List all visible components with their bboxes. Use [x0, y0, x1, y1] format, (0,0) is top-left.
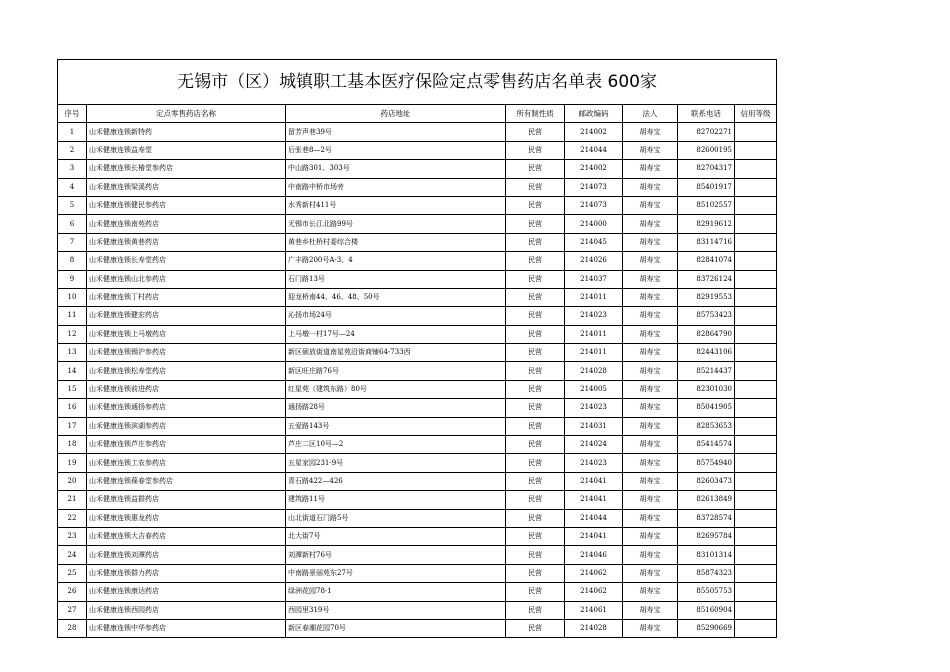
legal-person-cell: 胡寿宝 [623, 601, 678, 619]
table-row [58, 417, 777, 435]
postcode-cell: 214026 [565, 252, 623, 270]
credit-level-cell [735, 178, 777, 196]
pharmacy-address-cell: 西园里319号 [286, 601, 506, 619]
phone-number-cell: 85753423 [678, 307, 735, 325]
ownership-cell: 民营 [506, 178, 565, 196]
ownership-cell: 民营 [506, 233, 565, 251]
row-index-cell: 9 [58, 270, 87, 288]
credit-level-cell [735, 362, 777, 380]
phone-number-cell: 85874323 [678, 564, 735, 582]
row-index-cell: 4 [58, 178, 87, 196]
phone-number-cell: 82695784 [678, 527, 735, 545]
header-ownership: 所有制性质 [506, 105, 565, 123]
legal-person-cell: 胡寿宝 [623, 196, 678, 214]
legal-person-cell: 胡寿宝 [623, 288, 678, 306]
phone-number-cell: 85505753 [678, 583, 735, 601]
credit-level-cell [735, 307, 777, 325]
table-row [58, 509, 777, 527]
pharmacy-name-cell: 山禾健康连锁刘潭药店 [87, 546, 286, 564]
legal-person-cell: 胡寿宝 [623, 527, 678, 545]
postcode-cell: 214037 [565, 270, 623, 288]
pharmacy-address-cell: 后张巷8—2号 [286, 141, 506, 159]
credit-level-cell [735, 270, 777, 288]
table-row [58, 233, 777, 251]
pharmacy-address-cell: 无锡市长江北路99号 [286, 215, 506, 233]
credit-level-cell [735, 583, 777, 601]
postcode-cell: 214031 [565, 417, 623, 435]
legal-person-cell: 胡寿宝 [623, 160, 678, 178]
legal-person-cell: 胡寿宝 [623, 472, 678, 490]
ownership-cell: 民营 [506, 141, 565, 159]
ownership-cell: 民营 [506, 380, 565, 398]
legal-person-cell: 胡寿宝 [623, 270, 678, 288]
table-row [58, 160, 777, 178]
header-index: 序号 [58, 105, 87, 123]
credit-level-cell [735, 527, 777, 545]
pharmacy-address-cell: 刘潭新村76号 [286, 546, 506, 564]
postcode-cell: 214044 [565, 141, 623, 159]
row-index-cell: 10 [58, 288, 87, 306]
spreadsheet [57, 59, 776, 638]
credit-level-cell [735, 196, 777, 214]
credit-level-cell [735, 399, 777, 417]
pharmacy-name-cell: 山禾健康连锁葆春堂参药店 [87, 472, 286, 490]
postcode-cell: 214041 [565, 527, 623, 545]
credit-level-cell [735, 160, 777, 178]
table-row [58, 527, 777, 545]
pharmacy-address-cell: 中南路景丽苑东27号 [286, 564, 506, 582]
ownership-cell: 民营 [506, 123, 565, 141]
pharmacy-address-cell: 中南路中桥市场旁 [286, 178, 506, 196]
phone-number-cell: 85754940 [678, 454, 735, 472]
pharmacy-address-cell: 留芳声巷39号 [286, 123, 506, 141]
pharmacy-name-cell: 山禾健康连锁康达药店 [87, 583, 286, 601]
phone-number-cell: 82443106 [678, 344, 735, 362]
pharmacy-name-cell: 山禾健康连锁益寿堂 [87, 141, 286, 159]
phone-number-cell: 85290669 [678, 619, 735, 637]
pharmacy-address-cell: 黄巷乡杜桥村委综合楼 [286, 233, 506, 251]
pharmacy-name-cell: 山禾健康连锁惠龙药店 [87, 509, 286, 527]
postcode-cell: 214023 [565, 307, 623, 325]
pharmacy-address-cell: 迎龙桥南44、46、48、50号 [286, 288, 506, 306]
legal-person-cell: 胡寿宝 [623, 454, 678, 472]
credit-level-cell [735, 380, 777, 398]
credit-level-cell [735, 288, 777, 306]
ownership-cell: 民营 [506, 362, 565, 380]
pharmacy-name-cell: 山禾健康连锁前进药店 [87, 380, 286, 398]
table-row [58, 546, 777, 564]
legal-person-cell: 胡寿宝 [623, 215, 678, 233]
legal-person-cell: 胡寿宝 [623, 583, 678, 601]
pharmacy-address-cell: 水秀新村411号 [286, 196, 506, 214]
credit-level-cell [735, 417, 777, 435]
table-row [58, 436, 777, 454]
postcode-cell: 214023 [565, 454, 623, 472]
pharmacy-name-cell: 山禾健康连锁滨湖参药店 [87, 417, 286, 435]
postcode-cell: 214011 [565, 288, 623, 306]
table-row [58, 252, 777, 270]
row-index-cell: 16 [58, 399, 87, 417]
credit-level-cell [735, 509, 777, 527]
legal-person-cell: 胡寿宝 [623, 380, 678, 398]
pharmacy-name-cell: 山禾健康连锁松寿堂药店 [87, 362, 286, 380]
phone-number-cell: 82603473 [678, 472, 735, 490]
credit-level-cell [735, 436, 777, 454]
credit-level-cell [735, 325, 777, 343]
postcode-cell: 214045 [565, 233, 623, 251]
pharmacy-address-cell: 北大街7号 [286, 527, 506, 545]
ownership-cell: 民营 [506, 472, 565, 490]
legal-person-cell: 胡寿宝 [623, 362, 678, 380]
legal-person-cell: 胡寿宝 [623, 491, 678, 509]
ownership-cell: 民营 [506, 288, 565, 306]
pharmacy-name-cell: 山禾健康连锁黄巷药店 [87, 233, 286, 251]
ownership-cell: 民营 [506, 270, 565, 288]
pharmacy-name-cell: 山禾健康连锁梁溪药店 [87, 178, 286, 196]
table-row [58, 178, 777, 196]
credit-level-cell [735, 619, 777, 637]
table-row [58, 344, 777, 362]
table-row [58, 307, 777, 325]
postcode-cell: 214062 [565, 564, 623, 582]
row-index-cell: 23 [58, 527, 87, 545]
table-row [58, 325, 777, 343]
row-index-cell: 2 [58, 141, 87, 159]
postcode-cell: 214062 [565, 583, 623, 601]
table-row [58, 454, 777, 472]
row-index-cell: 19 [58, 454, 87, 472]
legal-person-cell: 胡寿宝 [623, 564, 678, 582]
pharmacy-address-cell: 通扬路28号 [286, 399, 506, 417]
row-index-cell: 17 [58, 417, 87, 435]
row-index-cell: 27 [58, 601, 87, 619]
ownership-cell: 民营 [506, 564, 565, 582]
header-credit-level: 信用等级 [735, 105, 777, 123]
pharmacy-address-cell: 建筑路11号 [286, 491, 506, 509]
postcode-cell: 214005 [565, 380, 623, 398]
ownership-cell: 民营 [506, 454, 565, 472]
table-row [58, 491, 777, 509]
ownership-cell: 民营 [506, 160, 565, 178]
credit-level-cell [735, 601, 777, 619]
row-index-cell: 12 [58, 325, 87, 343]
ownership-cell: 民营 [506, 509, 565, 527]
table-row [58, 399, 777, 417]
row-index-cell: 14 [58, 362, 87, 380]
legal-person-cell: 胡寿宝 [623, 509, 678, 527]
ownership-cell: 民营 [506, 307, 565, 325]
table-row [58, 472, 777, 490]
row-index-cell: 11 [58, 307, 87, 325]
legal-person-cell: 胡寿宝 [623, 123, 678, 141]
header-phone: 联系电话 [678, 105, 735, 123]
pharmacy-name-cell: 山禾健康连锁中华参药店 [87, 619, 286, 637]
postcode-cell: 214041 [565, 472, 623, 490]
phone-number-cell: 82613849 [678, 491, 735, 509]
pharmacy-name-cell: 山禾健康连锁锡沪参药店 [87, 344, 286, 362]
sheet-title: 无锡市（区）城镇职工基本医疗保险定点零售药店名单表 600家 [58, 60, 777, 105]
legal-person-cell: 胡寿宝 [623, 546, 678, 564]
postcode-cell: 214046 [565, 546, 623, 564]
postcode-cell: 214011 [565, 344, 623, 362]
pharmacy-address-cell: 中山路301、303号 [286, 160, 506, 178]
credit-level-cell [735, 491, 777, 509]
pharmacy-address-cell: 沁扬市场24号 [286, 307, 506, 325]
pharmacy-address-cell: 芦庄二区10号—2 [286, 436, 506, 454]
row-index-cell: 15 [58, 380, 87, 398]
legal-person-cell: 胡寿宝 [623, 417, 678, 435]
postcode-cell: 214044 [565, 509, 623, 527]
pharmacy-name-cell: 山禾健康连锁益群药店 [87, 491, 286, 509]
postcode-cell: 214073 [565, 196, 623, 214]
row-index-cell: 20 [58, 472, 87, 490]
phone-number-cell: 82704317 [678, 160, 735, 178]
phone-number-cell: 83114716 [678, 233, 735, 251]
table-row [58, 380, 777, 398]
postcode-cell: 214024 [565, 436, 623, 454]
phone-number-cell: 82864790 [678, 325, 735, 343]
legal-person-cell: 胡寿宝 [623, 399, 678, 417]
legal-person-cell: 胡寿宝 [623, 252, 678, 270]
postcode-cell: 214023 [565, 399, 623, 417]
pharmacy-name-cell: 山禾健康连锁长寿堂药店 [87, 252, 286, 270]
table-row [58, 564, 777, 582]
legal-person-cell: 胡寿宝 [623, 436, 678, 454]
ownership-cell: 民营 [506, 417, 565, 435]
row-index-cell: 6 [58, 215, 87, 233]
pharmacy-table [57, 59, 777, 638]
pharmacy-name-cell: 山禾健康连锁通扬参药店 [87, 399, 286, 417]
legal-person-cell: 胡寿宝 [623, 141, 678, 159]
pharmacy-address-cell: 五星家园231-9号 [286, 454, 506, 472]
row-index-cell: 1 [58, 123, 87, 141]
row-index-cell: 25 [58, 564, 87, 582]
postcode-cell: 214061 [565, 601, 623, 619]
postcode-cell: 214011 [565, 325, 623, 343]
pharmacy-name-cell: 山禾健康连锁大吉春药店 [87, 527, 286, 545]
credit-level-cell [735, 472, 777, 490]
ownership-cell: 民营 [506, 325, 565, 343]
ownership-cell: 民营 [506, 252, 565, 270]
ownership-cell: 民营 [506, 196, 565, 214]
credit-level-cell [735, 454, 777, 472]
table-row [58, 601, 777, 619]
legal-person-cell: 胡寿宝 [623, 325, 678, 343]
header-legal-person: 法人 [623, 105, 678, 123]
pharmacy-name-cell: 山禾健康连锁南苑药店 [87, 215, 286, 233]
pharmacy-name-cell: 山禾健康连锁芦庄参药店 [87, 436, 286, 454]
phone-number-cell: 83728574 [678, 509, 735, 527]
row-index-cell: 5 [58, 196, 87, 214]
table-row [58, 583, 777, 601]
pharmacy-address-cell: 新区旺庄路76号 [286, 362, 506, 380]
table-row [58, 619, 777, 637]
credit-level-cell [735, 546, 777, 564]
postcode-cell: 214000 [565, 215, 623, 233]
credit-level-cell [735, 123, 777, 141]
pharmacy-name-cell: 山禾健康连锁新特药 [87, 123, 286, 141]
row-index-cell: 24 [58, 546, 87, 564]
header-address: 药店地址 [286, 105, 506, 123]
ownership-cell: 民营 [506, 601, 565, 619]
phone-number-cell: 82853653 [678, 417, 735, 435]
ownership-cell: 民营 [506, 491, 565, 509]
phone-number-cell: 82919553 [678, 288, 735, 306]
pharmacy-address-cell: 广丰路200号A-3、4 [286, 252, 506, 270]
row-index-cell: 18 [58, 436, 87, 454]
postcode-cell: 214041 [565, 491, 623, 509]
phone-number-cell: 82301030 [678, 380, 735, 398]
pharmacy-name-cell: 山禾健康连锁长椿堂参药店 [87, 160, 286, 178]
credit-level-cell [735, 344, 777, 362]
row-index-cell: 13 [58, 344, 87, 362]
table-row [58, 141, 777, 159]
phone-number-cell: 83726124 [678, 270, 735, 288]
postcode-cell: 214073 [565, 178, 623, 196]
pharmacy-address-cell: 石门路13号 [286, 270, 506, 288]
credit-level-cell [735, 564, 777, 582]
pharmacy-address-cell: 新区春潮花园70号 [286, 619, 506, 637]
pharmacy-address-cell: 上马墩一村17号—24 [286, 325, 506, 343]
credit-level-cell [735, 233, 777, 251]
legal-person-cell: 胡寿宝 [623, 619, 678, 637]
pharmacy-address-cell: 红星苑（建筑东路）80号 [286, 380, 506, 398]
header-row [58, 105, 777, 123]
pharmacy-name-cell: 山禾健康连锁健民参药店 [87, 196, 286, 214]
credit-level-cell [735, 141, 777, 159]
ownership-cell: 民营 [506, 527, 565, 545]
pharmacy-name-cell: 山禾健康连锁健宏药店 [87, 307, 286, 325]
ownership-cell: 民营 [506, 619, 565, 637]
table-row [58, 270, 777, 288]
pharmacy-name-cell: 山禾健康连锁上马墩药店 [87, 325, 286, 343]
table-row [58, 362, 777, 380]
row-index-cell: 28 [58, 619, 87, 637]
legal-person-cell: 胡寿宝 [623, 344, 678, 362]
phone-number-cell: 85102557 [678, 196, 735, 214]
row-index-cell: 8 [58, 252, 87, 270]
ownership-cell: 民营 [506, 583, 565, 601]
postcode-cell: 214002 [565, 123, 623, 141]
row-index-cell: 7 [58, 233, 87, 251]
credit-level-cell [735, 252, 777, 270]
table-row [58, 288, 777, 306]
table-row [58, 196, 777, 214]
row-index-cell: 21 [58, 491, 87, 509]
legal-person-cell: 胡寿宝 [623, 233, 678, 251]
phone-number-cell: 82600195 [678, 141, 735, 159]
pharmacy-address-cell: 绿洲花园78-1 [286, 583, 506, 601]
phone-number-cell: 82702271 [678, 123, 735, 141]
credit-level-cell [735, 215, 777, 233]
pharmacy-address-cell: 山北街道石门路5号 [286, 509, 506, 527]
phone-number-cell: 85041905 [678, 399, 735, 417]
pharmacy-address-cell: 青石路422—426 [286, 472, 506, 490]
table-row [58, 123, 777, 141]
phone-number-cell: 82919612 [678, 215, 735, 233]
phone-number-cell: 85401917 [678, 178, 735, 196]
header-pharmacy-name: 定点零售药店名称 [87, 105, 286, 123]
phone-number-cell: 82841074 [678, 252, 735, 270]
ownership-cell: 民营 [506, 215, 565, 233]
ownership-cell: 民营 [506, 546, 565, 564]
postcode-cell: 214002 [565, 160, 623, 178]
postcode-cell: 214028 [565, 362, 623, 380]
row-index-cell: 26 [58, 583, 87, 601]
postcode-cell: 214028 [565, 619, 623, 637]
pharmacy-name-cell: 山禾健康连锁丁村药店 [87, 288, 286, 306]
legal-person-cell: 胡寿宝 [623, 178, 678, 196]
pharmacy-name-cell: 山禾健康连锁西园药店 [87, 601, 286, 619]
legal-person-cell: 胡寿宝 [623, 307, 678, 325]
row-index-cell: 3 [58, 160, 87, 178]
pharmacy-name-cell: 山禾健康连锁山北参药店 [87, 270, 286, 288]
header-postcode: 邮政编码 [565, 105, 623, 123]
ownership-cell: 民营 [506, 436, 565, 454]
table-row [58, 215, 777, 233]
ownership-cell: 民营 [506, 344, 565, 362]
phone-number-cell: 83101314 [678, 546, 735, 564]
phone-number-cell: 85160904 [678, 601, 735, 619]
phone-number-cell: 85214437 [678, 362, 735, 380]
pharmacy-address-cell: 新区硕放街道南星苑沿街商铺64-733西 [286, 344, 506, 362]
phone-number-cell: 85414574 [678, 436, 735, 454]
pharmacy-name-cell: 山禾健康连锁工农参药店 [87, 454, 286, 472]
ownership-cell: 民营 [506, 399, 565, 417]
pharmacy-address-cell: 五爱路143号 [286, 417, 506, 435]
pharmacy-name-cell: 山禾健康连锁群力药店 [87, 564, 286, 582]
row-index-cell: 22 [58, 509, 87, 527]
